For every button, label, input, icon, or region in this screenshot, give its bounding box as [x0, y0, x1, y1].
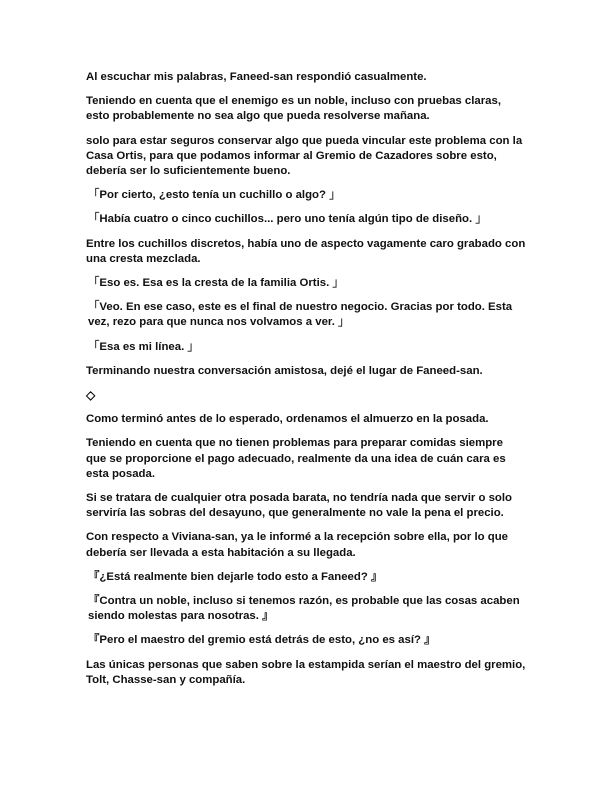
- paragraph-8: Si se tratara de cualquier otra posada barata, no tendría nada que servir o solo serviría las sobras del desayuno, que generalmente no vale la pena el precio.: [86, 492, 513, 520]
- document-page: [86, 70, 526, 697]
- paragraph-6: Como terminó antes de lo esperado, ordenamos el almuerzo en la posada.: [86, 413, 489, 426]
- dialogue-6: 『¿Está realmente bien dejarle todo esto a Faneed? 』: [88, 570, 383, 583]
- paragraph-9: Con respecto a Viviana-san, ya le informé a la recepción sobre ella, por lo que debería ser llevada a esta habitación a su llegada.: [86, 531, 509, 559]
- paragraph-4: Entre los cuchillos discretos, había uno de aspecto vagamente caro grabado con una cresta mezclada.: [86, 237, 526, 265]
- scene-separator: ◇: [86, 388, 96, 403]
- dialogue-5: 「Esa es mi línea. 」: [88, 340, 199, 353]
- dialogue-7: 『Contra un noble, incluso si tenemos razón, es probable que las cosas acaben siendo molestas para nosotras. 』: [88, 595, 520, 623]
- dialogue-8: 『Pero el maestro del gremio está detrás de esto, ¿no es así? 』: [88, 634, 436, 647]
- paragraph-5: Terminando nuestra conversación amistosa, dejé el lugar de Faneed-san.: [86, 364, 483, 377]
- paragraph-3: solo para estar seguros conservar algo que pueda vincular este problema con la Casa Ortis, para que podamos informar al Gremio de Cazadores sobre esto, debería ser lo suficientemente bueno.: [86, 134, 523, 178]
- paragraph-10: Las únicas personas que saben sobre la estampida serían el maestro del gremio, Tolt, Chasse-san y compañía.: [86, 658, 526, 686]
- paragraph-7: Teniendo en cuenta que no tienen problemas para preparar comidas siempre que se proporcione el pago adecuado, realmente da una idea de cuán cara es esta posada.: [86, 437, 506, 480]
- dialogue-3: 「Eso es. Esa es la cresta de la familia Ortis. 」: [88, 277, 344, 290]
- dialogue-2: 「Había cuatro o cinco cuchillos... pero uno tenía algún tipo de diseño. 」: [88, 213, 487, 226]
- dialogue-1: 「Por cierto, ¿esto tenía un cuchillo o algo? 」: [88, 189, 341, 202]
- paragraph-1: Al escuchar mis palabras, Faneed-san respondió casualmente.: [86, 71, 427, 83]
- paragraph-2: Teniendo en cuenta que el enemigo es un noble, incluso con pruebas claras, esto probablemente no sea algo que pueda resolverse mañana.: [86, 95, 502, 123]
- dialogue-4: 「Veo. En ese caso, este es el final de nuestro negocio. Gracias por todo. Esta vez, rezo para que nunca nos volvamos a ver. 」: [88, 301, 513, 329]
